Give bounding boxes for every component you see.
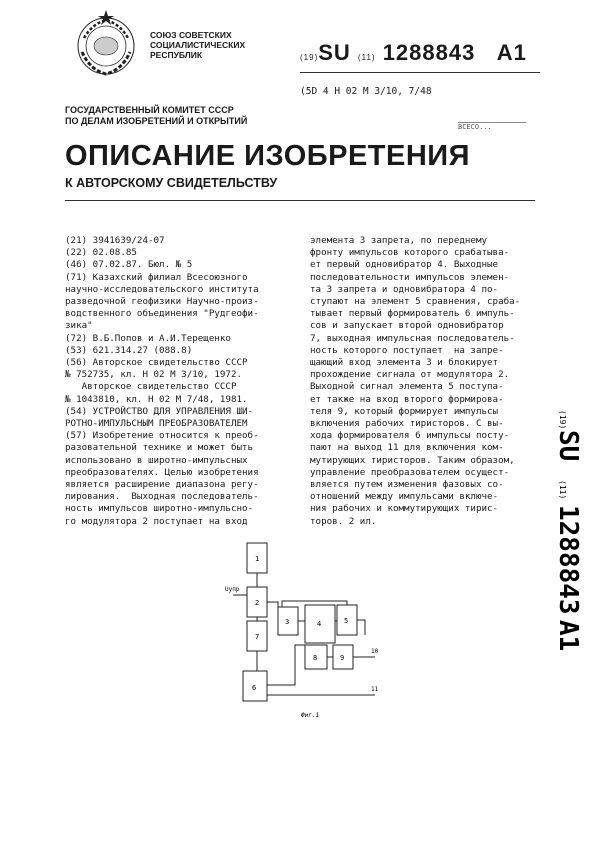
text-line: щающий вход элемента 3 и блокирует [310, 357, 499, 369]
text-line: разведочной геофизики Научно-произ- [65, 296, 259, 308]
text-line: (46) 07.02.87. Бюл. № 5 [65, 259, 193, 271]
text-line: го модулятора 2 поступает на вход [65, 515, 248, 527]
ussr-emblem-icon [70, 8, 142, 80]
text-line: хода формирователя 6 импульсы посту- [310, 430, 510, 442]
text-line: теля 9, который формирует импульсы [310, 405, 499, 417]
text-line: ность импульсов широтно-импульсно- [65, 503, 254, 515]
block-label-8: 8 [313, 654, 318, 662]
text-line: торов. 2 ил. [310, 515, 377, 527]
block-label-7: 7 [255, 633, 260, 641]
block-label-4: 4 [317, 620, 322, 628]
text-line: (71) Казахский филиал Всесоюзного [65, 271, 248, 283]
publication-number [300, 40, 527, 66]
library-stamp: ВСЕСО... [458, 122, 526, 135]
text-line: ет также на вход второго формирова- [310, 393, 504, 405]
text-line: Авторское свидетельство СССР [65, 381, 237, 393]
text-line: водственного объединения "Рудгеофи- [65, 308, 259, 320]
code-19: (19) [300, 53, 319, 62]
committee-name: ГОСУДАРСТВЕННЫЙ КОМИТЕТ СССР ПО ДЕЛАМ ИЗОБРЕТЕНИЙ И ОТКРЫТИЙ [65, 105, 248, 126]
block-label-3: 3 [285, 618, 290, 626]
block-diagram [225, 535, 385, 720]
text-line: Выходной сигнал элемента 5 поступа- [310, 381, 504, 393]
figure-caption: Фиг.1 [301, 712, 320, 719]
right-column [310, 235, 520, 528]
text-line: включения рабочих тиристоров. С вы- [310, 418, 504, 430]
text-line: ния рабочих и коммутирующих тирис- [310, 503, 499, 515]
text-line: (54) УСТРОЙСТВО ДЛЯ УПРАВЛЕНИЯ ШИ- [65, 405, 254, 417]
text-line: тывает первый формирователь 6 импуль- [310, 308, 515, 320]
text-line: (72) В.Б.Попов и А.И.Терещенко [65, 332, 231, 344]
text-line: № 1043810, кл. H 02 M 7/48, 1981. [65, 393, 248, 405]
text-line: использовано в широтно-импульсных [65, 454, 248, 466]
text-line: прохождение сигнала от модулятора 2. [310, 369, 510, 381]
text-line: научно-исследовательского института [65, 283, 259, 295]
text-line: та 3 запрета и одновибратора 4 по- [310, 283, 499, 295]
side-patent-number: 1288843 [553, 505, 583, 615]
text-line: последовательности импульсов элемен- [310, 271, 510, 283]
text-line: отношений между импульсами включе- [310, 491, 499, 503]
code-11: (11) [357, 53, 376, 62]
text-line: разовательной технике и может быть [65, 442, 254, 454]
text-line: (22) 02.08.85 [65, 247, 137, 259]
kind-code: A1 [496, 40, 527, 65]
document-subtitle: К АВТОРСКОМУ СВИДЕТЕЛЬСТВУ [65, 176, 278, 190]
text-line: мутирующих тиристоров. Таким образом, [310, 454, 515, 466]
country-code: SU [318, 40, 351, 65]
text-line: (21) 3941639/24-07 [65, 235, 165, 246]
left-column [65, 235, 259, 528]
text-line: вляется путем изменения фазовых со- [310, 479, 504, 491]
text-line: ет первый одновибратор 4. Выходные [310, 259, 499, 271]
block-label-2: 2 [255, 599, 260, 607]
text-line: № 752735, кл. H 02 M 3/10, 1972. [65, 369, 243, 381]
block-label-9: 9 [340, 654, 345, 662]
side-publication-number [530, 395, 600, 665]
text-line: управление преобразователем осущест- [310, 466, 510, 478]
text-line: ность которого поступает на запре- [310, 344, 504, 356]
title-rule [65, 200, 535, 201]
header-rule [300, 72, 540, 73]
text-line: лирования. Выходная последователь- [65, 491, 259, 503]
ipc-class: (5D 4 H 02 M 3/10, 7/48 [300, 86, 432, 97]
text-line: сов и запускает второй одновибратор [310, 320, 504, 332]
text-line: 7, выходная импульсная последователь- [310, 332, 515, 344]
block-label-1: 1 [255, 555, 260, 563]
country-name: СОЮЗ СОВЕТСКИХ СОЦИАЛИСТИЧЕСКИХ РЕСПУБЛИК [150, 30, 246, 60]
patent-number: 1288843 [382, 40, 476, 65]
text-line: (57) Изобретение относится к преоб- [65, 430, 259, 442]
side-code-19: (19) [558, 410, 567, 430]
text-line: преобразователях. Целью изобретения [65, 466, 259, 478]
side-country-code: SU [553, 430, 583, 462]
text-line: (53) 621.314.27 (088.8) [65, 344, 193, 356]
text-line: элемента 3 запрета, по переднему [310, 235, 488, 246]
output-label-10: 10 [371, 648, 379, 655]
block-label-5: 5 [344, 617, 349, 625]
block-label-6: 6 [252, 684, 257, 692]
output-label-11: 11 [371, 686, 379, 693]
text-line: (56) Авторское свидетельство СССР [65, 357, 248, 369]
side-kind-code: A1 [553, 620, 583, 652]
document-title: ОПИСАНИЕ ИЗОБРЕТЕНИЯ [65, 140, 470, 172]
text-line: РОТНО-ИМПУЛЬСНЫМ ПРЕОБРАЗОВАТЕЛЕМ [65, 418, 248, 430]
side-code-11: (11) [558, 480, 567, 500]
text-line: пают на выход 11 для включения ком- [310, 442, 504, 454]
input-label: Uупр [225, 586, 240, 593]
text-line: фронту импульсов которого срабатыва- [310, 247, 510, 259]
text-line: зика" [65, 320, 93, 332]
text-line: ступают на элемент 5 сравнения, сраба- [310, 296, 521, 308]
text-line: является расширение диапазона регу- [65, 479, 259, 491]
